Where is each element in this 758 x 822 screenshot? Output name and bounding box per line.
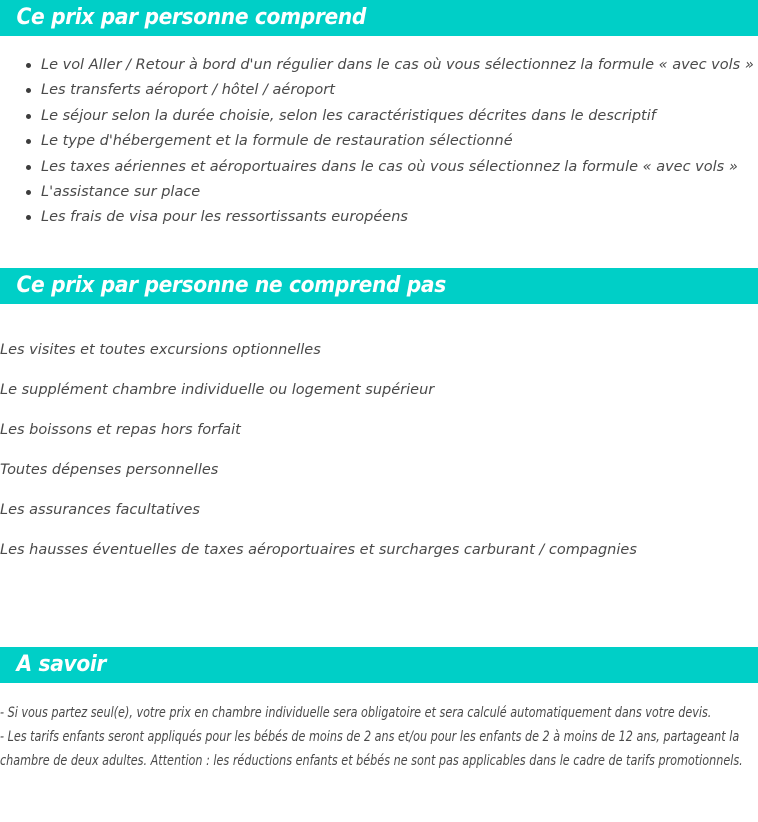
excluded-item-label: Les visites et toutes excursions optionnelles [0, 341, 321, 358]
list-item [0, 129, 758, 154]
included-item-label: Le type d'hébergement et la formule de restauration sélectionné [41, 133, 513, 150]
list-item [0, 155, 758, 180]
section-header-good-to-know [0, 647, 758, 683]
excluded-item-label: Les assurances facultatives [0, 501, 200, 518]
good-to-know-body [0, 683, 758, 773]
included-item-label: Le vol Aller / Retour à bord d'un régulier dans le cas où vous sélectionnez la formule « avec vols » [41, 57, 754, 73]
list-item [0, 370, 758, 410]
included-items-list [0, 36, 758, 231]
excluded-items-list [0, 304, 758, 570]
spacer-excluded-goodtoknow [0, 570, 758, 647]
excluded-item-label: Toutes dépenses personnelles [0, 461, 219, 478]
list-item [0, 450, 758, 490]
list-item [0, 330, 758, 370]
list-item [0, 205, 758, 230]
list-item [0, 104, 758, 129]
good-to-know-paragraph: - Si vous partez seul(e), votre prix en chambre individuelle sera obligatoire et sera calculé automatiquement dans votre devis. [0, 704, 712, 721]
excluded-item-label: Le supplément chambre individuelle ou logement supérieur [0, 381, 435, 398]
excluded-item-label: Les hausses éventuelles de taxes aéroportuaires et surcharges carburant / compagnies [0, 541, 637, 558]
section-title-good-to-know: A savoir [16, 651, 107, 677]
list-item [0, 410, 758, 450]
list-item [0, 530, 758, 570]
spacer-included-excluded [0, 231, 758, 268]
included-item-label: Le séjour selon la durée choisie, selon les caractéristiques décrites dans le descriptif [41, 107, 656, 124]
list-item [0, 78, 758, 103]
section-title-included: Ce prix par personne comprend [16, 5, 367, 30]
good-to-know-paragraph: - Les tarifs enfants seront appliqués pour les bébés de moins de 2 ans et/ou pour les enfants de 2 à moins de 12 ans, partageant la chambre de deux adultes. Attention : les réductions enfants et bébés ne sont pas applicables dans le cadre de tarifs promotionnels. [0, 728, 743, 769]
excluded-item-label: Les boissons et repas hors forfait [0, 421, 241, 438]
included-item-label: Les frais de visa pour les ressortissants européens [41, 209, 408, 226]
section-title-excluded: Ce prix par personne ne comprend pas [16, 272, 446, 298]
included-item-label: Les transferts aéroport / hôtel / aéroport [41, 82, 335, 99]
section-header-included [0, 0, 758, 36]
list-item [0, 490, 758, 530]
list-item [0, 180, 758, 205]
included-item-label: L'assistance sur place [41, 184, 201, 201]
included-item-label: Les taxes aériennes et aéroportuaires dans le cas où vous sélectionnez la formule « avec vols » [41, 158, 738, 175]
list-item [0, 53, 758, 78]
section-header-excluded [0, 268, 758, 304]
